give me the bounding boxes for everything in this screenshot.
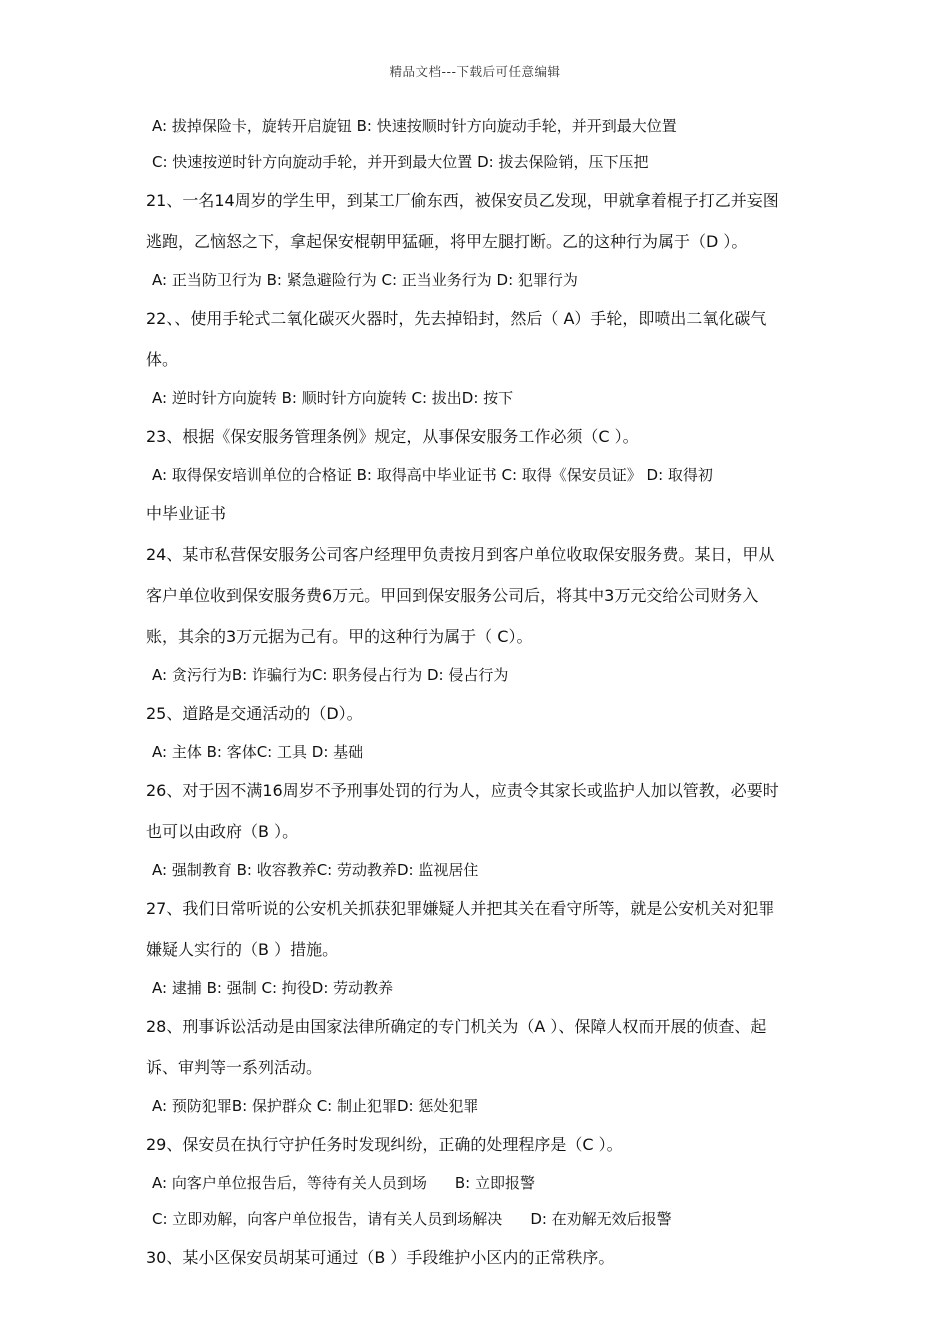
option-line: A: 正当防卫行为 B: 紧急避险行为 C: 正当业务行为 D: 犯罪行为 bbox=[152, 271, 578, 289]
question-22-line: 体。 bbox=[146, 350, 179, 369]
option-c: C: 立即劝解，向客户单位报告，请有关人员到场解决 bbox=[152, 1210, 503, 1228]
question-21-line: 逃跑，乙恼怒之下，拿起保安棍朝甲猛砸，将甲左腿打断。乙的这种行为属于（D ）。 bbox=[146, 232, 748, 251]
option-d: D: 在劝解无效后报警 bbox=[530, 1210, 672, 1228]
option-line: A: 预防犯罪B: 保护群众 C: 制止犯罪D: 惩处犯罪 bbox=[152, 1097, 479, 1115]
question-27-line: 27、我们日常听说的公安机关抓获犯罪嫌疑人并把其关在看守所等，就是公安机关对犯罪 bbox=[146, 899, 775, 918]
question-23-line: 23、根据《保安服务管理条例》规定，从事保安服务工作必须（C ）。 bbox=[146, 427, 639, 446]
question-26-line: 26、对于因不满16周岁不予刑事处罚的行为人，应责令其家长或监护人加以管教，必要时 bbox=[146, 781, 779, 800]
question-25-line: 25、道路是交通活动的（D）。 bbox=[146, 704, 363, 723]
option-a: A: 向客户单位报告后，等待有关人员到场 bbox=[152, 1174, 427, 1192]
question-22-line: 22、、使用手轮式二氧化碳灭火器时，先去掉铅封，然后（ A）手轮，即喷出二氧化碳气 bbox=[146, 309, 767, 328]
question-28-line: 诉、审判等一系列活动。 bbox=[146, 1058, 323, 1077]
question-21-line: 21、一名14周岁的学生甲，到某工厂偷东西，被保安员乙发现，甲就拿着棍子打乙并妄图 bbox=[146, 191, 779, 210]
option-continuation-line: 中毕业证书 bbox=[146, 504, 227, 523]
option-line: A: 逆时针方向旋转 B: 顺时针方向旋转 C: 拔出D: 按下 bbox=[152, 389, 514, 407]
option-line: C: 快速按逆时针方向旋动手轮，并开到最大位置 D: 拔去保险销，压下压把 bbox=[152, 153, 649, 171]
question-26-line: 也可以由政府（B ）。 bbox=[146, 822, 299, 841]
option-line: A: 主体 B: 客体C: 工具 D: 基础 bbox=[152, 743, 364, 761]
option-b: B: 立即报警 bbox=[454, 1174, 535, 1192]
option-line bbox=[146, 1201, 826, 1237]
question-27-line: 嫌疑人实行的（B ）措施。 bbox=[146, 940, 339, 959]
document-body bbox=[146, 108, 826, 1278]
option-line: A: 拔掉保险卡，旋转开启旋钮 B: 快速按顺时针方向旋动手轮，并开到最大位置 bbox=[152, 117, 677, 135]
question-30-line: 30、某小区保安员胡某可通过（B ）手段维护小区内的正常秩序。 bbox=[146, 1248, 615, 1267]
option-line: A: 逮捕 B: 强制 C: 拘役D: 劳动教养 bbox=[152, 979, 394, 997]
option-line: A: 贪污行为B: 诈骗行为C: 职务侵占行为 D: 侵占行为 bbox=[152, 666, 509, 684]
option-line: A: 强制教育 B: 收容教养C: 劳动教养D: 监视居住 bbox=[152, 861, 479, 879]
question-24-line: 账，其余的3万元据为己有。甲的这种行为属于（ C）。 bbox=[146, 627, 533, 646]
page-header: 精品文档---下载后可任意编辑 bbox=[389, 64, 561, 79]
question-24-line: 24、某市私营保安服务公司客户经理甲负责按月到客户单位收取保安服务费。某日，甲从 bbox=[146, 545, 775, 564]
question-29-line: 29、保安员在执行守护任务时发现纠纷，正确的处理程序是（C ）。 bbox=[146, 1135, 623, 1154]
question-28-line: 28、刑事诉讼活动是由国家法律所确定的专门机关为（A ）、保障人权而开展的侦查、起 bbox=[146, 1017, 767, 1036]
question-24-line: 客户单位收到保安服务费6万元。甲回到保安服务公司后，将其中3万元交给公司财务入 bbox=[146, 586, 759, 605]
option-line bbox=[146, 1165, 826, 1201]
option-line: A: 取得保安培训单位的合格证 B: 取得高中毕业证书 C: 取得《保安员证》 D: 取得初 bbox=[152, 466, 713, 484]
